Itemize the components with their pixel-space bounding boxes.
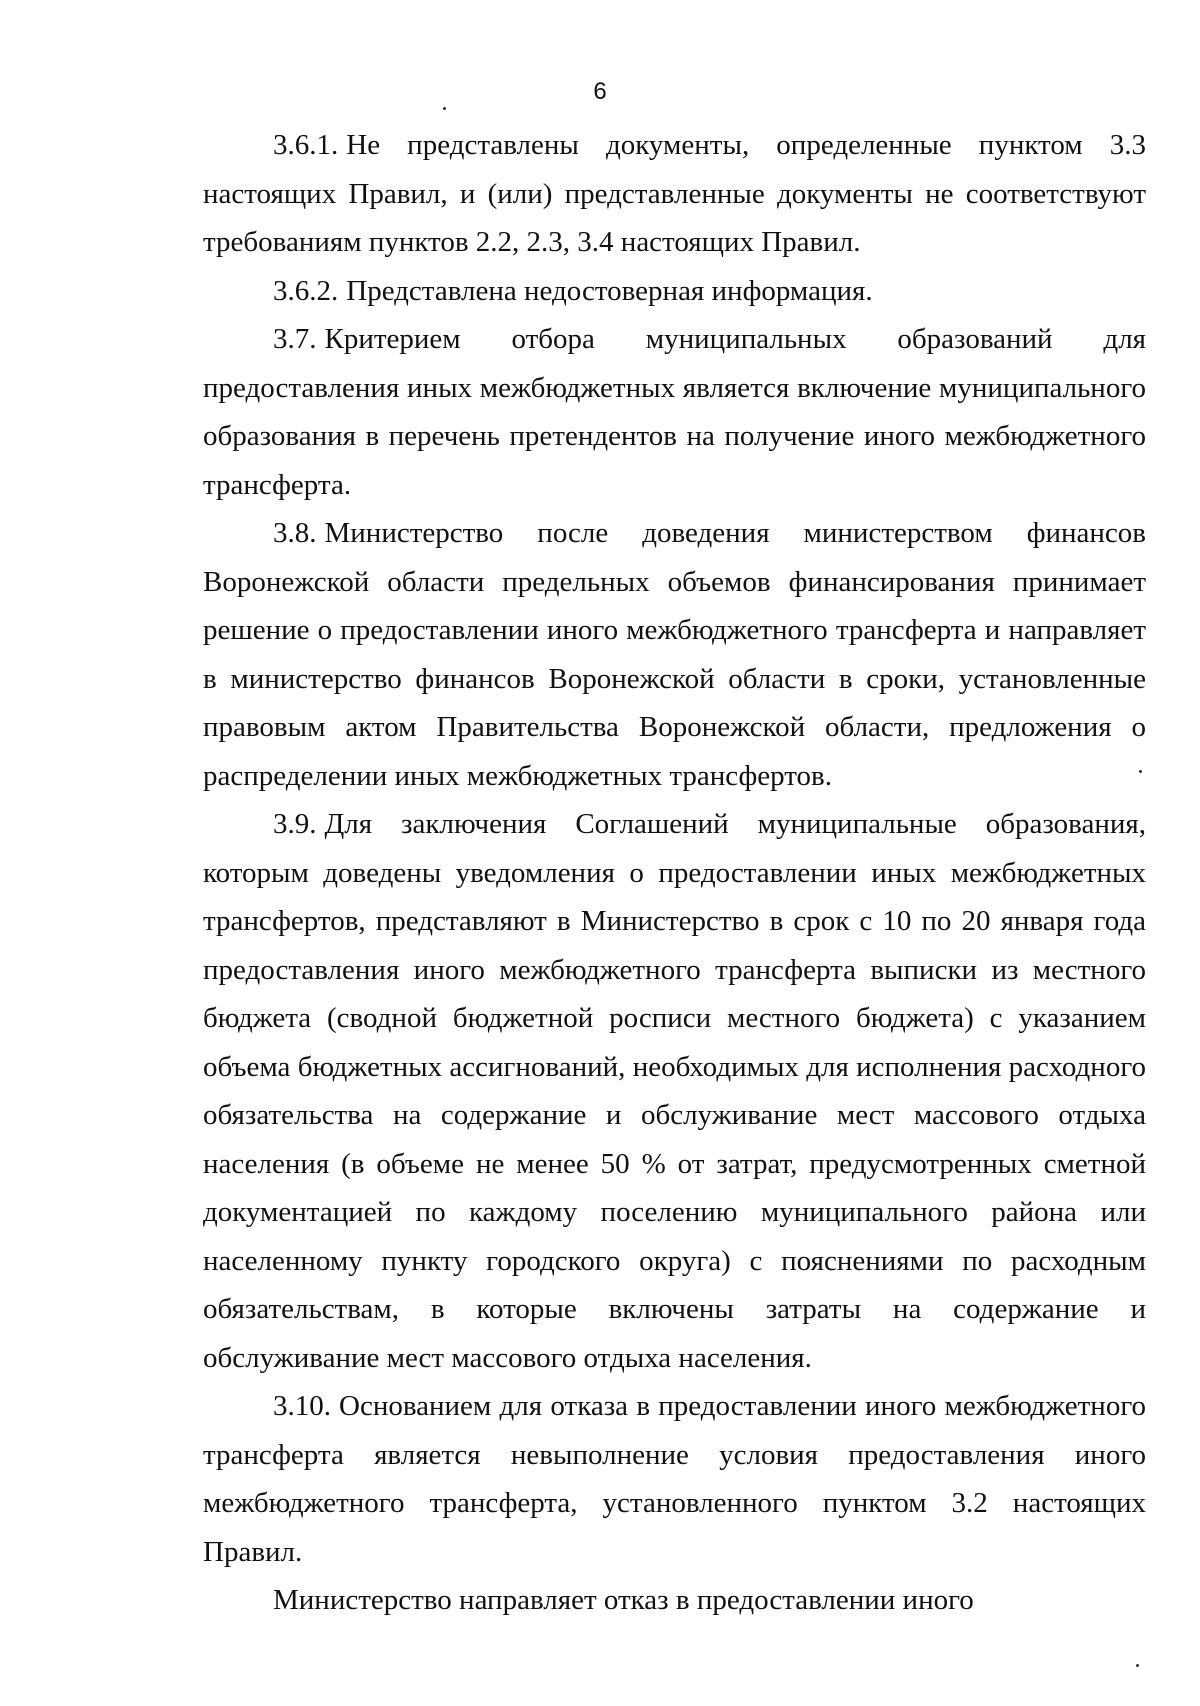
paragraph-number: 3.6.1. [273, 129, 339, 161]
paragraph-continuation [203, 1576, 1146, 1625]
scan-speck [443, 107, 446, 110]
page-number: 6 [593, 78, 607, 105]
paragraph-3-9 [203, 800, 1146, 1382]
paragraph-number: 3.6.2. [273, 274, 339, 307]
paragraph-text: Основанием для отказа в предоставлении иного межбюджетного трансферта является невыполнение условия предоставления иного межбюджетного трансферта, установленного пунктом 3.2 настоящих Правил. [203, 1390, 1146, 1568]
paragraph-number: 3.9. [273, 808, 317, 840]
paragraph-number: 3.8. [273, 517, 317, 549]
paragraph-number: 3.10. [273, 1390, 331, 1422]
paragraph-text: Не представлены документы, определенные пунктом 3.3 настоящих Правил, и (или) представленные документы не соответствуют требованиям пунктов 2.2, 2.3, 3.4 настоящих Правил. [203, 129, 1146, 258]
paragraph-text: Для заключения Соглашений муниципальные образования, которым доведены уведомления о предоставлении иных межбюджетных трансфертов, представляют в Министерство в срок с 10 по 20 января года предоставления иного межбюджетного трансферта выписки из местного бюджета (сводной бюджетной росписи местного бюджета) с указанием объема бюджетных ассигнований, необходимых для исполнения расходного обязательства на содержание и обслуживание мест массового отдыха населения (в объеме не менее 50 % от затрат, предусмотренных сметной документацией по каждому поселению муниципального района или населенному пункту городского округа) с пояснениями по расходным обязательствам, в которые включены затраты на содержание и обслуживание мест массового отдыха населения. [203, 808, 1146, 1374]
paragraph-text: Министерство после доведения министерством финансов Воронежской области предельных объемов финансирования принимает решение о предоставлении иного межбюджетного трансферта и направляет в министерство финансов Воронежской области в сроки, установленные правовым актом Правительства Воронежской области, предложения о распределении иных межбюджетных трансфертов. [203, 517, 1146, 792]
paragraph-number: 3.7. [273, 323, 317, 355]
document-body [203, 121, 1146, 1625]
paragraph-3-6-1 [203, 121, 1146, 267]
paragraph-text: Представлена недостоверная информация. [346, 274, 873, 307]
paragraph-3-8 [203, 509, 1146, 800]
paragraph-text: Критерием отбора муниципальных образований для предоставления иных межбюджетных является включение муниципального образования в перечень претендентов на получение иного межбюджетного трансферта. [203, 323, 1146, 501]
paragraph-text: Министерство направляет отказ в предоставлении иного [273, 1584, 974, 1616]
paragraph-3-6-2 [203, 267, 1146, 316]
scan-speck [1136, 1664, 1139, 1667]
scan-speck [1139, 770, 1142, 773]
paragraph-3-10 [203, 1382, 1146, 1576]
paragraph-3-7 [203, 315, 1146, 509]
